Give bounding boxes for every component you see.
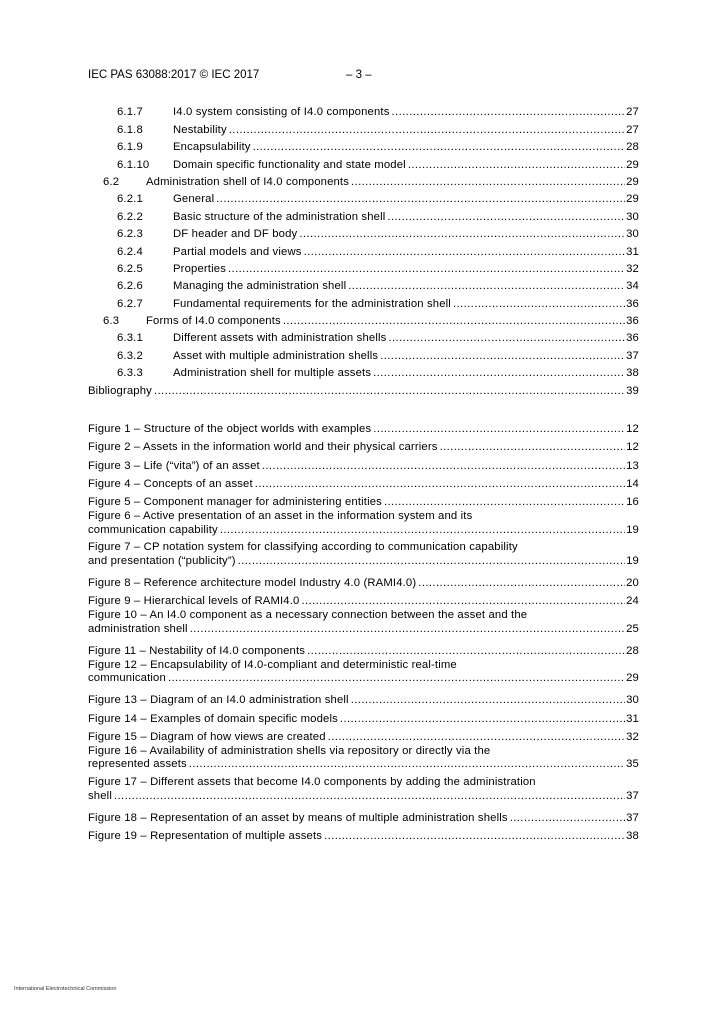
dot-leader bbox=[304, 245, 626, 259]
toc-entry-page: 32 bbox=[626, 262, 639, 275]
dot-leader bbox=[299, 227, 625, 241]
toc-entry-page: 37 bbox=[626, 349, 639, 362]
toc-entry-title: Different assets with administration shells bbox=[173, 332, 387, 345]
toc-entry-page: 36 bbox=[626, 332, 639, 345]
figure-title: Figure 11 – Nestability of I4.0 components bbox=[88, 644, 306, 657]
dot-leader bbox=[348, 279, 625, 293]
toc-entry-page: 27 bbox=[626, 106, 639, 119]
dot-leader bbox=[324, 829, 625, 843]
figure-page: 20 bbox=[626, 577, 639, 590]
toc-entry-title: Asset with multiple administration shells bbox=[173, 349, 379, 362]
toc-entry[interactable] bbox=[88, 293, 639, 310]
toc-entry-number: 6.1.10 bbox=[117, 158, 150, 171]
page-number: – 3 – bbox=[346, 69, 372, 81]
figure-page: 14 bbox=[626, 477, 639, 490]
figure-page: 12 bbox=[626, 441, 639, 454]
figure-list-entry[interactable] bbox=[88, 455, 639, 472]
toc-entry[interactable] bbox=[88, 276, 639, 293]
figure-list-entry[interactable] bbox=[88, 541, 639, 568]
toc-entry-page: 36 bbox=[626, 297, 639, 310]
figure-page: 38 bbox=[626, 830, 639, 843]
figure-list-entry[interactable] bbox=[88, 609, 639, 636]
dot-leader bbox=[340, 712, 625, 726]
dot-leader bbox=[220, 524, 625, 538]
figure-title: Figure 6 – Active presentation of an asset in the information system and its bbox=[88, 510, 473, 523]
dot-leader bbox=[408, 158, 625, 172]
figure-title: Figure 12 – Encapsulability of I4.0-compliant and deterministic real-time bbox=[88, 658, 457, 671]
figure-list-entry[interactable] bbox=[88, 745, 639, 772]
figure-page: 16 bbox=[626, 496, 639, 509]
toc-entry[interactable] bbox=[88, 328, 639, 345]
dot-leader bbox=[255, 477, 625, 491]
dot-leader bbox=[154, 384, 625, 398]
toc-entry[interactable] bbox=[88, 311, 639, 328]
dot-leader bbox=[388, 331, 625, 345]
figure-page: 19 bbox=[626, 523, 639, 536]
toc-entry-page: 38 bbox=[626, 367, 639, 380]
figure-list-entry[interactable] bbox=[88, 573, 639, 590]
figure-page: 19 bbox=[626, 554, 639, 567]
toc-entry-number: 6.2.1 bbox=[117, 193, 143, 206]
figure-list-entry[interactable] bbox=[88, 826, 639, 843]
toc-entry[interactable] bbox=[88, 363, 639, 380]
toc-entry-number: 6.2.4 bbox=[117, 245, 143, 258]
figure-list-entry[interactable] bbox=[88, 690, 639, 707]
dot-leader bbox=[229, 123, 625, 137]
toc-entry-number: 6.2.2 bbox=[117, 210, 143, 223]
toc-entry-title: Encapsulability bbox=[173, 141, 251, 154]
figure-list-entry[interactable] bbox=[88, 437, 639, 454]
publisher-footer: International Electrotechnical Commission bbox=[14, 986, 117, 992]
dot-leader bbox=[253, 140, 626, 154]
toc-entry-title: Bibliography bbox=[88, 384, 152, 397]
figure-page: 12 bbox=[626, 423, 639, 436]
dot-leader bbox=[418, 576, 625, 590]
toc-entry-page: 29 bbox=[626, 175, 639, 188]
toc-entry-title: Basic structure of the administration shell bbox=[173, 210, 386, 223]
toc-entry-title: Administration shell of I4.0 components bbox=[146, 175, 350, 188]
figure-page: 37 bbox=[626, 789, 639, 802]
figure-page: 37 bbox=[626, 811, 639, 824]
toc-entry-title: Nestability bbox=[173, 123, 227, 136]
toc-entry-page: 27 bbox=[626, 123, 639, 136]
toc-entry-page: 30 bbox=[626, 210, 639, 223]
toc-entry[interactable] bbox=[88, 224, 639, 241]
toc-entry-page: 36 bbox=[626, 315, 639, 328]
figure-page: 28 bbox=[626, 644, 639, 657]
dot-leader bbox=[189, 758, 625, 772]
figure-title-continued: and presentation (“publicity”) bbox=[88, 554, 236, 567]
figure-list-entry[interactable] bbox=[88, 492, 639, 509]
toc-entry[interactable] bbox=[88, 172, 639, 189]
figure-list-entry[interactable] bbox=[88, 641, 639, 658]
figure-title: Figure 10 – An I4.0 component as a necessary connection between the asset and the bbox=[88, 609, 528, 622]
toc-entry-page: 28 bbox=[626, 141, 639, 154]
figure-list-entry[interactable] bbox=[88, 591, 639, 608]
dot-leader bbox=[373, 366, 625, 380]
figure-list-entry[interactable] bbox=[88, 727, 639, 744]
figure-page: 29 bbox=[626, 672, 639, 685]
toc-entry[interactable] bbox=[88, 345, 639, 362]
figure-title: Figure 15 – Diagram of how views are created bbox=[88, 731, 326, 744]
dot-leader bbox=[262, 459, 625, 473]
figure-page: 24 bbox=[626, 595, 639, 608]
dot-leader bbox=[380, 349, 625, 363]
dot-leader bbox=[238, 555, 625, 569]
toc-entry[interactable] bbox=[88, 259, 639, 276]
toc-entry-title: Managing the administration shell bbox=[173, 280, 347, 293]
toc-entry[interactable] bbox=[88, 380, 639, 397]
toc-entry-number: 6.3 bbox=[103, 315, 120, 328]
figure-title: Figure 9 – Hierarchical levels of RAMI4.0 bbox=[88, 595, 300, 608]
toc-entry[interactable] bbox=[88, 154, 639, 171]
toc-entry-page: 39 bbox=[626, 384, 639, 397]
figure-list-entry[interactable] bbox=[88, 708, 639, 725]
figure-list-entry[interactable] bbox=[88, 419, 639, 436]
toc-entry[interactable] bbox=[88, 189, 639, 206]
toc-entry-number: 6.3.2 bbox=[117, 349, 143, 362]
figure-title: Figure 5 – Component manager for administering entities bbox=[88, 496, 382, 509]
figure-title-continued: communication capability bbox=[88, 523, 218, 536]
figure-list-entry[interactable] bbox=[88, 659, 639, 686]
toc-entry-title: DF header and DF body bbox=[173, 228, 298, 241]
figure-page: 25 bbox=[626, 622, 639, 635]
figure-list-entry[interactable] bbox=[88, 473, 639, 490]
figure-title: Figure 17 – Different assets that become I4.0 components by adding the administration bbox=[88, 776, 536, 789]
toc-entry-number: 6.2.6 bbox=[117, 280, 143, 293]
dot-leader bbox=[190, 623, 625, 637]
section-gap bbox=[88, 398, 639, 419]
running-header: IEC PAS 63088:2017 © IEC 2017 bbox=[88, 69, 260, 81]
toc-entry[interactable] bbox=[88, 241, 639, 258]
figure-list-entry[interactable] bbox=[88, 510, 639, 537]
toc-entry-page: 34 bbox=[626, 280, 639, 293]
dot-leader bbox=[328, 730, 625, 744]
figure-title: Figure 8 – Reference architecture model Industry 4.0 (RAMI4.0) bbox=[88, 577, 417, 590]
figure-page: 30 bbox=[626, 694, 639, 707]
dot-leader bbox=[384, 495, 625, 509]
toc-entry-number: 6.3.1 bbox=[117, 332, 143, 345]
toc-entry-number: 6.1.7 bbox=[117, 106, 143, 119]
figure-title: Figure 18 – Representation of an asset by means of multiple administration shells bbox=[88, 811, 508, 824]
table-of-contents bbox=[88, 102, 639, 844]
toc-entry-number: 6.2.7 bbox=[117, 297, 143, 310]
figure-title: Figure 7 – CP notation system for classifying according to communication capability bbox=[88, 541, 518, 554]
figure-page: 32 bbox=[626, 731, 639, 744]
figure-title: Figure 2 – Assets in the information world and their physical carriers bbox=[88, 441, 438, 454]
figure-title: Figure 13 – Diagram of an I4.0 administration shell bbox=[88, 694, 349, 707]
dot-leader bbox=[168, 672, 625, 686]
figure-title: Figure 3 – Life (“vita”) of an asset bbox=[88, 459, 260, 472]
toc-entry-number: 6.1.8 bbox=[117, 123, 143, 136]
toc-entry[interactable] bbox=[88, 206, 639, 223]
figure-title-continued: shell bbox=[88, 789, 112, 802]
toc-entry-number: 6.1.9 bbox=[117, 141, 143, 154]
toc-entry-number: 6.2.3 bbox=[117, 228, 143, 241]
dot-leader bbox=[114, 790, 625, 804]
toc-entry-title: Administration shell for multiple assets bbox=[173, 367, 372, 380]
figure-title-continued: administration shell bbox=[88, 622, 188, 635]
dot-leader bbox=[228, 262, 625, 276]
figure-title: Figure 19 – Representation of multiple assets bbox=[88, 830, 323, 843]
toc-entry-page: 30 bbox=[626, 228, 639, 241]
toc-entry-title: I4.0 system consisting of I4.0 components bbox=[173, 106, 390, 119]
toc-entry-number: 6.3.3 bbox=[117, 367, 143, 380]
toc-entry[interactable] bbox=[88, 137, 639, 154]
toc-entry-number: 6.2 bbox=[103, 175, 120, 188]
dot-leader bbox=[440, 440, 626, 454]
dot-leader bbox=[351, 175, 625, 189]
figure-list-entry[interactable] bbox=[88, 776, 639, 803]
toc-entry-title: Domain specific functionality and state model bbox=[173, 158, 406, 171]
toc-entry-number: 6.2.5 bbox=[117, 262, 143, 275]
figure-title-continued: communication bbox=[88, 672, 166, 685]
figure-title: Figure 16 – Availability of administration shells via repository or directly via the bbox=[88, 744, 491, 757]
figure-title: Figure 14 – Examples of domain specific models bbox=[88, 712, 338, 725]
dot-leader bbox=[351, 693, 625, 707]
dot-leader bbox=[387, 210, 625, 224]
figure-page: 35 bbox=[626, 758, 639, 771]
toc-entry-title: Partial models and views bbox=[173, 245, 302, 258]
toc-entry-title: Properties bbox=[173, 262, 226, 275]
figure-title-continued: represented assets bbox=[88, 758, 187, 771]
toc-entry-title: Fundamental requirements for the administration shell bbox=[173, 297, 451, 310]
toc-entry-title: General bbox=[173, 193, 215, 206]
toc-entry-page: 31 bbox=[626, 245, 639, 258]
figure-page: 31 bbox=[626, 712, 639, 725]
dot-leader bbox=[216, 192, 625, 206]
dot-leader bbox=[453, 297, 625, 311]
toc-entry[interactable] bbox=[88, 119, 639, 136]
dot-leader bbox=[373, 422, 625, 436]
dot-leader bbox=[510, 811, 625, 825]
dot-leader bbox=[392, 105, 626, 119]
figure-list-entry[interactable] bbox=[88, 808, 639, 825]
figure-title: Figure 1 – Structure of the object worlds with examples bbox=[88, 423, 372, 436]
dot-leader bbox=[301, 594, 625, 608]
dot-leader bbox=[307, 644, 625, 658]
toc-entry-page: 29 bbox=[626, 158, 639, 171]
toc-entry-title: Forms of I4.0 components bbox=[146, 315, 281, 328]
toc-entry[interactable] bbox=[88, 102, 639, 119]
dot-leader bbox=[283, 314, 625, 328]
toc-entry-page: 29 bbox=[626, 193, 639, 206]
figure-page: 13 bbox=[626, 459, 639, 472]
figure-title: Figure 4 – Concepts of an asset bbox=[88, 477, 253, 490]
